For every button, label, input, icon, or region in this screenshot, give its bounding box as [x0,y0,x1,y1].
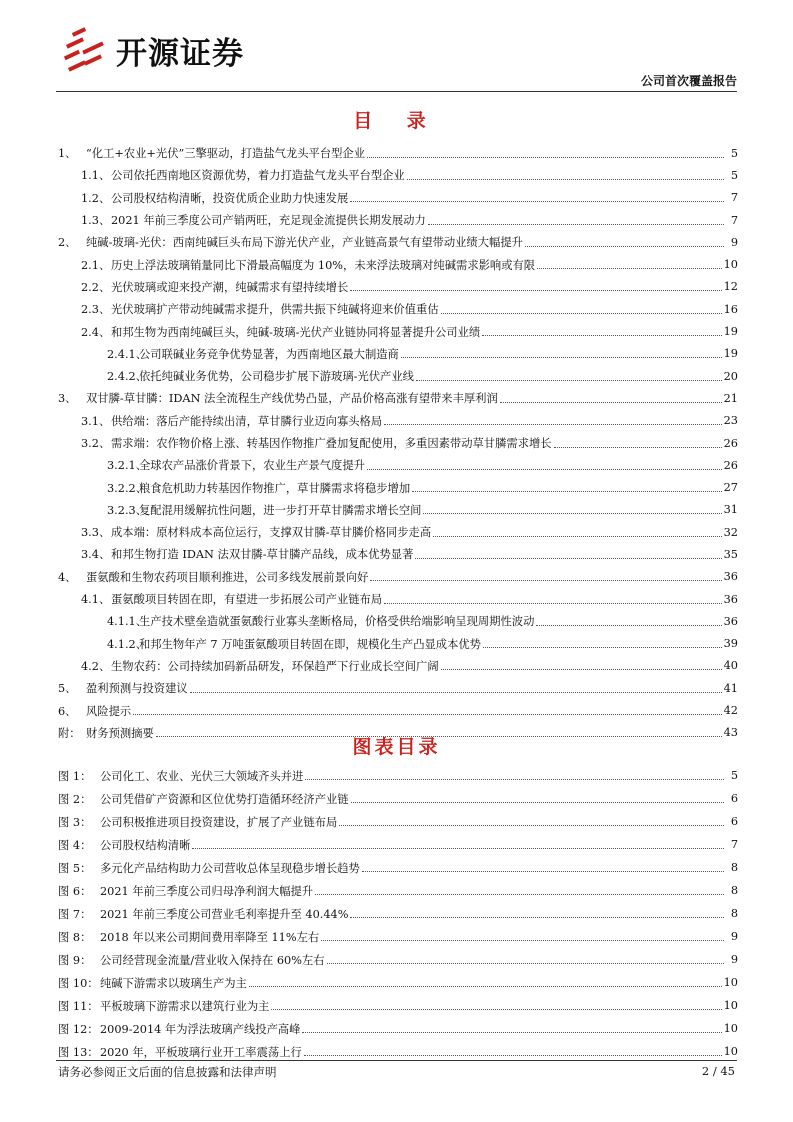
toc-entry-page: 39 [723,637,738,651]
dot-leader [416,380,722,381]
dot-leader [362,871,724,872]
toc-entry-page: 20 [723,369,738,383]
toc-entry-label: 生物农药：公司持续加码新品研发，环保趋严下行业成长空间广阔 [111,659,439,673]
toc-entry-num: 3、 [58,392,77,406]
figure-entry-num: 图 12： [58,1022,99,1036]
figure-entry[interactable] [58,1017,738,1040]
dot-leader [133,714,721,715]
toc-entry-label: 蛋氨酸项目转固在即，有望进一步拓展公司产业链布局 [111,593,383,607]
toc-entry-label: 2021 年前三季度公司产销两旺，充足现金流提供长期发展动力 [111,214,426,228]
toc-entry-label: 和邦生物为西南纯碱巨头，纯碱-玻璃-光伏产业链协同将显著提升公司业绩 [111,325,481,339]
toc-entry[interactable] [58,164,738,186]
toc-entry[interactable] [58,454,738,476]
toc-entry-label: 盈利预测与投资建议 [86,682,188,696]
toc-entry-page: 35 [723,547,738,561]
toc-entry-num: 1.3、 [81,214,111,228]
toc-entry-page: 27 [723,481,738,495]
figure-entry-label: 2021 年前三季度公司营业毛利率提升至 40.44% [100,907,349,921]
figure-entry-num: 图 7： [58,907,92,921]
figure-entry-page: 9 [730,930,738,943]
toc-entry[interactable] [58,320,738,342]
dot-leader [537,268,722,269]
figure-entry-page: 9 [730,953,738,966]
toc-entry[interactable] [58,231,738,253]
toc-entry-label: 公司依托西南地区资源优势，着力打造盐气龙头平台型企业 [111,169,405,183]
toc-entry-label: 财务预测摘要 [86,726,154,740]
dot-leader [304,1055,722,1056]
toc-entry[interactable] [58,521,738,543]
dot-leader [428,224,724,225]
toc-entry-page: 19 [723,347,738,361]
dot-leader [401,357,722,358]
toc-entry-page: 41 [723,681,738,695]
toc-entry[interactable] [58,633,738,655]
toc-entry[interactable] [58,677,738,699]
table-of-contents [58,142,738,744]
logo-text: 开源证券 [116,36,244,72]
dot-leader [249,986,722,987]
toc-entry-num: 2、 [58,236,77,250]
figure-entry-label: 公司凭借矿产资源和区位优势打造循环经济产业链 [100,792,349,806]
toc-entry-num: 5、 [58,682,77,696]
toc-entry-page: 9 [730,235,738,249]
toc-entry-page: 31 [723,503,738,517]
toc-entry-label: 复配混用缓解抗性问题，进一步打开草甘膦需求增长空间 [139,503,422,517]
dot-leader [350,290,721,291]
toc-entry[interactable] [58,142,738,164]
toc-entry-num: 4、 [58,570,77,584]
toc-entry-label: 光伏玻璃扩产带动纯碱需求提升，供需共振下纯碱将迎来价值重估 [111,303,439,317]
toc-entry-num: 3.2.3、 [107,503,148,517]
figure-entry-num: 图 9： [58,953,92,967]
toc-entry-page: 32 [723,525,738,539]
toc-entry-page: 23 [723,414,738,428]
dot-leader [305,779,724,780]
toc-entry[interactable] [58,276,738,298]
dot-leader [367,157,724,158]
toc-entry-label: 公司联碱业务竞争优势显著，为西南地区最大制造商 [139,347,399,361]
toc-entry-label: 蛋氨酸和生物农药项目顺利推进，公司多线发展前景向好 [86,570,369,584]
dot-leader [271,1009,721,1010]
toc-entry-page: 7 [730,213,738,227]
dot-leader [433,536,721,537]
dot-leader [536,625,721,626]
toc-entry-label: 生产技术壁垒造就蛋氨酸行业寡头垄断格局，价格受供给端影响呈现周期性波动 [139,615,535,629]
figure-entry-label: 2021 年前三季度公司归母净利润大幅提升 [100,884,314,898]
dot-leader [370,580,721,581]
figure-entry[interactable] [58,879,738,902]
toc-entry-num: 4.1.1、 [107,615,148,629]
dot-leader [441,313,722,314]
toc-entry[interactable] [58,209,738,231]
dot-leader [315,894,724,895]
figure-entry-num: 图 13： [58,1045,99,1059]
toc-entry-page: 12 [723,280,738,294]
figure-entry[interactable] [58,787,738,810]
figure-entry-page: 8 [730,861,738,874]
dot-leader [192,848,724,849]
toc-entry-page: 26 [723,458,738,472]
toc-entry-page: 10 [723,258,738,272]
figure-entry-label: 多元化产品结构助力公司营收总体呈现稳步增长趋势 [100,861,360,875]
logo-mark-icon [62,24,108,72]
dot-leader [384,603,721,604]
figure-entry-num: 图 10： [58,976,99,990]
figure-entry-num: 图 6： [58,884,92,898]
dot-leader [302,1032,721,1033]
figure-entry[interactable] [58,856,738,879]
toc-entry-label: 成本端：原材料成本高位运行，支撑双甘膦-草甘膦价格同步走高 [111,526,432,540]
figure-entry-label: 公司经营现金流量/营业收入保持在 60%左右 [100,953,325,967]
toc-entry-num: 6、 [58,704,77,718]
toc-entry[interactable] [58,566,738,588]
figure-entry[interactable] [58,810,738,833]
dot-leader [321,940,724,941]
footer-divider [56,1060,737,1061]
toc-entry-page: 43 [723,726,738,740]
toc-entry-label: 历史上浮法玻璃销量同比下滑最高幅度为 10%，未来浮法玻璃对纯碱需求影响或有限 [111,258,536,272]
figure-entry-label: 公司股权结构清晰 [100,838,191,852]
figure-entry-num: 图 3： [58,815,92,829]
toc-entry-num: 3.1、 [81,414,111,428]
figure-entry[interactable] [58,994,738,1017]
toc-entry-page: 36 [723,592,738,606]
toc-entry[interactable] [58,432,738,454]
toc-entry[interactable] [58,298,738,320]
toc-entry-label: 和邦生物打造 IDAN 法双甘膦-草甘膦产品线，成本优势显著 [111,548,414,562]
figure-entry-page: 5 [730,769,738,782]
toc-entry-num: 3.2、 [81,437,111,450]
figure-entry-page: 10 [723,976,738,989]
header-divider [56,91,737,92]
toc-entry-num: 附： [58,726,81,740]
toc-entry-page: 21 [723,391,738,405]
figure-entry-page: 8 [730,884,738,897]
figure-entry[interactable] [58,925,738,948]
toc-entry-page: 26 [723,436,738,450]
dot-leader [423,513,721,514]
toc-entry[interactable] [58,253,738,275]
dot-leader [350,201,724,202]
toc-entry-num: 1、 [58,147,77,161]
toc-entry-label: 公司股权结构清晰，投资优质企业助力快速发展 [111,191,349,205]
toc-entry[interactable] [58,187,738,209]
figure-entry-page: 10 [723,1045,738,1058]
toc-entry-num: 2.3、 [81,303,111,317]
figure-entry[interactable] [58,764,738,787]
toc-entry[interactable] [58,588,738,610]
toc-entry-label: 依托纯碱业务优势，公司稳步扩展下游玻璃-光伏产业线 [139,370,414,384]
dot-leader [500,402,722,403]
toc-title: 目 录 [353,110,440,132]
toc-entry-page: 42 [723,704,738,718]
toc-entry-label: 光伏玻璃或迎来投产潮，纯碱需求有望持续增长 [111,280,349,294]
figure-entry-page: 10 [723,1022,738,1035]
dot-leader [351,802,724,803]
toc-entry-num: 4.2、 [81,659,111,673]
figure-entry-num: 图 8： [58,930,92,944]
figure-entry[interactable] [58,902,738,925]
toc-entry-label: 全球农产品涨价背景下，农业生产景气度提升 [139,459,365,473]
toc-entry-num: 3.2.2、 [107,481,148,495]
figure-entry-page: 7 [730,838,738,851]
toc-entry[interactable] [58,499,738,521]
toc-entry-num: 3.3、 [81,526,111,540]
toc-entry-label: 需求端：农作物价格上涨、转基因作物推广叠加复配使用，多重因素带动草甘膦需求增长 [111,437,552,450]
footer-disclaimer: 请务必参阅正文后面的信息披露和法律声明 [58,1065,277,1079]
toc-entry[interactable] [58,543,738,565]
toc-entry-num: 4.1.2、 [107,637,148,651]
toc-entry[interactable] [58,343,738,365]
figure-entry[interactable] [58,948,738,971]
figure-entry[interactable] [58,971,738,994]
toc-entry-num: 2.2、 [81,280,111,294]
page-number: 2 / 45 [701,1064,735,1078]
figure-entry-label: 公司积极推进项目投资建设，扩展了产业链布局 [100,815,338,829]
toc-entry-page: 7 [730,191,738,205]
figure-entry-page: 6 [730,792,738,805]
figure-entry-num: 图 2： [58,792,92,806]
toc-entry-page: 5 [730,168,738,182]
toc-entry-page: 36 [723,614,738,628]
dot-leader [190,692,722,693]
dot-leader [441,669,722,670]
figure-entry[interactable] [58,833,738,856]
figure-list [58,764,738,1063]
figure-entry-label: 平板玻璃下游需求以建筑行业为主 [100,999,270,1013]
toc-entry[interactable] [58,387,738,409]
toc-entry-label: 双甘膦-草甘膦：IDAN 法全流程生产线优势凸显，产品价格高涨有望带来丰厚利润 [86,392,498,406]
toc-entry-page: 40 [723,659,738,673]
toc-entry-num: 2.4.1、 [107,347,148,361]
figure-entry-label: 2020 年，平板玻璃行业开工率震荡上行 [100,1045,302,1059]
toc-entry-page: 16 [723,302,738,316]
toc-entry-num: 2.1、 [81,258,111,272]
figure-entry-num: 图 1： [58,769,92,783]
dot-leader [483,647,722,648]
toc-entry-num: 2.4、 [81,325,111,339]
figure-entry-label: 2009-2014 年为浮法玻璃产线投产高峰 [100,1022,301,1036]
figure-entry-label: 2018 年以来公司期间费用率降至 11%左右 [100,930,320,944]
brand-logo [62,24,302,74]
figure-entry-num: 图 4： [58,838,92,852]
dot-leader [339,825,724,826]
toc-entry[interactable] [58,655,738,677]
toc-entry-num: 2.4.2、 [107,370,148,384]
toc-entry[interactable] [58,699,738,721]
figures-title: 图表目录 [352,736,441,758]
toc-entry-label: 供给端：落后产能持续出清，草甘膦行业迈向寡头格局 [111,414,383,428]
toc-entry-num: 3.2.1、 [107,459,148,473]
toc-entry-num: 4.1、 [81,593,111,607]
toc-entry[interactable] [58,610,738,632]
report-type: 公司首次覆盖报告 [640,74,737,88]
figure-entry-page: 8 [730,907,738,920]
figure-entry-num: 图 5： [58,861,92,875]
dot-leader [482,335,721,336]
dot-leader [407,179,724,180]
toc-entry-label: “化工+农业+光伏”三擎驱动，打造盐气龙头平台型企业 [86,147,366,161]
dot-leader [415,558,721,559]
toc-entry[interactable] [58,365,738,387]
dot-leader [525,246,724,247]
toc-entry-label: 纯碱-玻璃-光伏：西南纯碱巨头布局下游光伏产业，产业链高景气有望带动业绩大幅提升 [86,236,523,250]
page-header [0,0,793,92]
toc-entry-page: 36 [723,570,738,584]
toc-entry-page: 19 [723,325,738,339]
toc-entry-label: 粮食危机助力转基因作物推广，草甘膦需求将稳步增加 [139,481,411,495]
dot-leader [554,447,722,448]
toc-entry-num: 1.2、 [81,191,111,205]
figure-entry-page: 6 [730,815,738,828]
dot-leader [367,469,722,470]
toc-entry-label: 和邦生物年产 7 万吨蛋氨酸项目转固在即，规模化生产凸显成本优势 [139,637,481,651]
toc-entry[interactable] [58,476,738,498]
figure-entry-label: 公司化工、农业、光伏三大领域齐头并进 [100,769,304,783]
dot-leader [412,491,721,492]
dot-leader [327,963,724,964]
figure-entry-num: 图 11： [58,999,99,1013]
toc-entry-num: 1.1、 [81,169,111,183]
figure-entry-page: 10 [723,999,738,1012]
dot-leader [350,917,724,918]
dot-leader [384,424,721,425]
toc-entry-num: 3.4、 [81,548,111,562]
toc-entry[interactable] [58,410,738,432]
figure-entry-label: 纯碱下游需求以玻璃生产为主 [100,976,247,990]
toc-entry-label: 风险提示 [86,704,132,718]
toc-entry-page: 5 [730,146,738,160]
